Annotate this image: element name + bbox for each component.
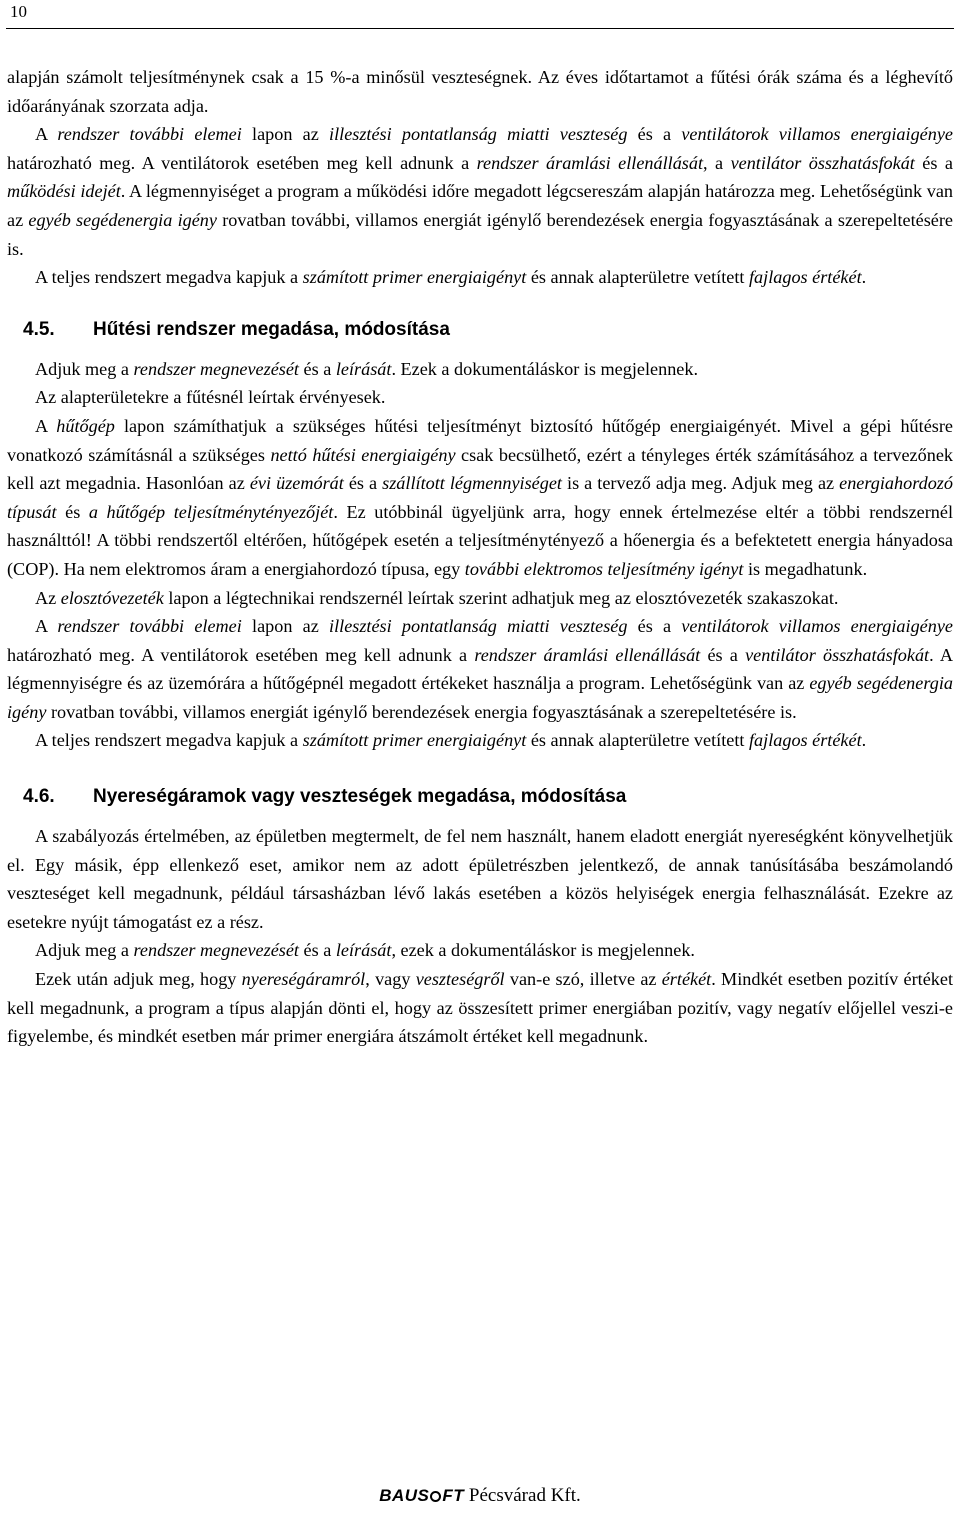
text-run: . A légmennyiségre és az üzemórára a hűtőgépnél megadott értékeket használja a program. Lehetőségünk van az [7, 644, 953, 694]
italic-term: további elektromos teljesítmény igényt [464, 558, 744, 579]
text-run: és a [298, 940, 336, 961]
italic-term: évi üzemórát [249, 473, 344, 494]
text-run: és a [627, 616, 682, 637]
text-run: , vagy [365, 969, 416, 990]
italic-term: rendszer megnevezését [133, 358, 299, 379]
section-heading-4-5 [7, 316, 953, 344]
text-run: . Ez utóbbinál ügyeljünk arra, hogy ennek értelmezése eltér a többi rendszernél használttól! A többi rendszertől eltérően, hűtőgépek esetén a teljesítménytényező a hőenergia és a befektetett energia hányadosa (COP). Ha nem elektromos áram a energiahordozó típusa, egy [7, 501, 954, 579]
paragraph [7, 936, 953, 965]
text-run: is megadhatunk. [743, 558, 868, 579]
italic-term: működési idejét [7, 181, 121, 202]
text-run: . Ezek a dokumentáláskor is megjelennek. [391, 358, 698, 379]
italic-term: egyéb segédenergia igény [28, 209, 217, 230]
text-run: lapon az [241, 616, 330, 637]
text-run: , ezek a dokumentáláskor is megjelennek. [391, 940, 695, 961]
text-run: . A légmennyiséget a program a működési időre megadott légcsereszám alapján határozza meg. Lehetőségünk van az [7, 181, 953, 230]
paragraph [7, 965, 953, 1051]
text-run: lapon az [241, 124, 330, 145]
section-number: 4.6. [23, 786, 55, 808]
text-run: és annak alapterületre vetített [526, 267, 749, 288]
text-run: van-e szó, illetve az [504, 969, 662, 990]
text-run: és a [700, 644, 746, 665]
italic-term: ventilátor összhatásfokát [745, 644, 930, 665]
logo-text-right: FT [442, 1486, 465, 1505]
text-run: A [35, 616, 58, 637]
text-run: is a tervező adja meg. Adjuk meg az [561, 473, 840, 494]
section-heading-4-6 [7, 783, 953, 811]
section-number: 4.5. [23, 318, 55, 340]
italic-term: rendszer további elemei [57, 124, 242, 145]
text-run: lapon a légtechnikai rendszernél leírtak szerint adhatjuk meg az elosztóvezeték szakaszokat. [163, 587, 839, 608]
paragraph [7, 263, 953, 292]
text-run: . [861, 730, 867, 751]
italic-term: számított primer energiaigényt [302, 730, 527, 751]
paragraph: Az alapterületekre a fűtésnél leírtak érvényesek. [35, 387, 386, 408]
text-run: . Mindkét esetben pozitív értéket kell megadnunk, a program a típus alapján dönti el, hogy az összesített primer energiában pozitív, vagy negatív előjellel veszi-e figyelembe, és mindkét esetben már primer energiára átszámolt értéket kell megadnunk. [7, 969, 953, 1047]
italic-term: nyereségáramról [241, 969, 366, 990]
italic-term: ventilátorok villamos energiaigénye [681, 616, 953, 637]
italic-term: számított primer energiaigényt [302, 267, 527, 288]
italic-term: ventilátor összhatásfokát [730, 152, 915, 173]
paragraph [7, 726, 953, 755]
italic-term: szállított légmennyiséget [382, 473, 562, 494]
text-run: Adjuk meg a [35, 940, 134, 961]
paragraph [7, 612, 953, 726]
company-name: Pécsvárad Kft. [468, 1485, 581, 1506]
text-run: , a [703, 152, 731, 173]
italic-term: hűtőgép [56, 415, 115, 436]
italic-term: veszteségről [415, 969, 505, 990]
text-run: határozható meg. A ventilátorok esetében meg kell adnunk a [7, 152, 477, 173]
document-body [7, 63, 953, 1051]
text-run: és a [298, 358, 336, 379]
italic-term: rendszer további elemei [57, 616, 242, 637]
italic-term: fajlagos értékét [749, 267, 862, 288]
italic-term: illesztési pontatlanság miatti veszteség [329, 124, 628, 145]
italic-term: illesztési pontatlanság miatti veszteség [329, 616, 628, 637]
paragraph: alapján számolt teljesítménynek csak a 15 %-a minősül veszteségnek. Az éves időtartamot a fűtési órák száma és a léghevítő időarányának szorzata adja. [7, 67, 953, 116]
italic-term: leírását [335, 358, 392, 379]
text-run: rovatban további, villamos energiát igénylő berendezések energia fogyasztásának a szerepeltetésére is. [46, 701, 797, 722]
text-run: Adjuk meg a [35, 358, 134, 379]
text-run: csak becsülhető, ezért a tényleges érték számításához a tervezőnek kell azt megadnia. Hasonlóan az [7, 444, 953, 494]
logo-text-left: BAUS [379, 1486, 430, 1505]
italic-term: rendszer megnevezését [133, 940, 299, 961]
text-run: lapon számíthatjuk a szükséges hűtési teljesítményt biztosító hűtőgép energiaigényét. Mivel a gépi hűtésre vonatkozó számításnál a szükséges [7, 415, 953, 465]
italic-term: elosztóvezeték [60, 587, 164, 608]
paragraph: A szabályozás értelmében, az épületben megtermelt, de fel nem használt, hanem eladott energiát nyereségként könyvelhetjük el. Egy másik, épp ellenkező eset, amikor nem az adott épületrészben jelentkező, de annak tanúsításába beszámolandó veszteséget kell megadnunk, például társasházban lévő lakás esetében a közös helyiségek energia felhasználását. Ezekre az esetekre nyújt támogatást ez a rész. [7, 826, 953, 932]
italic-term: ventilátorok villamos energiaigénye [681, 124, 953, 145]
italic-term: értékét [661, 969, 712, 990]
bausoft-logo [379, 1486, 464, 1505]
text-run: és [56, 501, 89, 522]
text-run: A [35, 415, 57, 436]
text-run: és a [914, 152, 953, 173]
section-title: Hűtési rendszer megadása, módosítása [93, 318, 450, 340]
logo-o-ring-icon [430, 1491, 441, 1502]
italic-term: egyéb segédenergia igény [7, 673, 953, 722]
section-title: Nyereségáramok vagy veszteségek megadása, módosítása [93, 786, 627, 808]
text-run: A teljes rendszert megadva kapjuk a [35, 730, 303, 751]
page-footer [0, 1485, 960, 1507]
text-run: határozható meg. A ventilátorok esetében meg kell adnunk a [7, 644, 475, 665]
italic-term: leírását [335, 940, 392, 961]
italic-term: rendszer áramlási ellenállását [476, 152, 704, 173]
paragraph [7, 355, 953, 384]
paragraph [7, 584, 953, 613]
paragraph [7, 412, 953, 584]
page-number: 10 [10, 2, 27, 21]
text-run: és annak alapterületre vetített [526, 730, 749, 751]
text-run: Ezek után adjuk meg, hogy [35, 969, 242, 990]
text-run: Az [35, 587, 61, 608]
italic-term: nettó hűtési energiaigény [270, 444, 456, 465]
header-divider [6, 28, 954, 29]
italic-term: a hűtőgép teljesítménytényezőjét [88, 501, 334, 522]
italic-term: energiahordozó típusát [7, 473, 953, 522]
italic-term: fajlagos értékét [749, 730, 862, 751]
text-run: A [35, 124, 58, 145]
paragraph [7, 120, 953, 263]
text-run: . [861, 267, 867, 288]
text-run: és a [343, 473, 383, 494]
italic-term: rendszer áramlási ellenállását [474, 644, 701, 665]
text-run: A teljes rendszert megadva kapjuk a [35, 267, 303, 288]
text-run: rovatban további, villamos energiát igénylő berendezések energia fogyasztásának a szerepeltetésére is. [7, 209, 953, 259]
text-run: és a [627, 124, 682, 145]
